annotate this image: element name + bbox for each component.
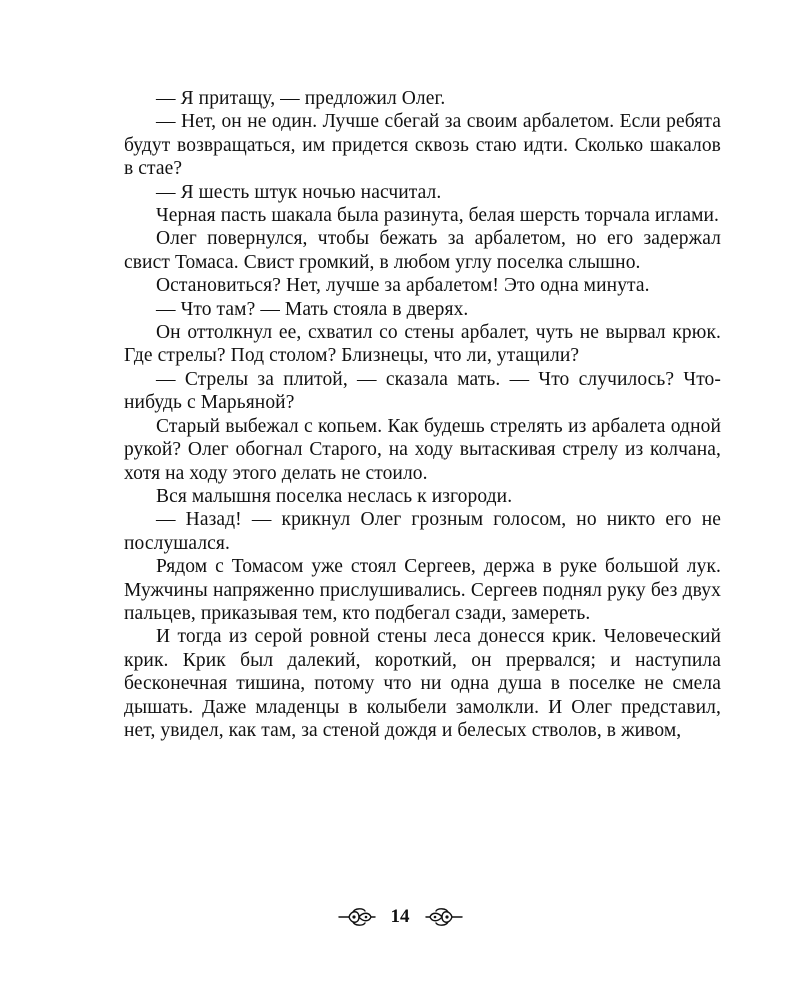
paragraph: — Назад! — крикнул Олег грозным голосом, но никто его не послушался. [124, 509, 721, 554]
paragraph: И тогда из серой ровной стены леса донесся крик. Человеческий крик. Крик был далекий, короткий, он прервался; и наступила бесконечная тишина, потому что ни одна душа в поселке не смела дышать. Даже младенцы в колыбели замолкли. И Олег представил, нет, увидел, как там, за стеной дождя и белесых стволов, в живом, [124, 626, 721, 741]
ornament-left-icon [337, 906, 377, 928]
page-footer [0, 906, 800, 928]
paragraph: — Что там? — Мать стояла в дверях. [156, 298, 469, 320]
paragraph: — Стрелы за плитой, — сказала мать. — Что случилось? Что-нибудь с Марьяной? [124, 368, 721, 414]
text-body [124, 87, 721, 742]
paragraph: Черная пасть шакала была разинута, белая шерсть торчала иглами. [156, 205, 720, 227]
paragraph: — Я притащу, — предложил Олег. [156, 88, 446, 109]
paragraph: Он оттолкнул ее, схватил со стены арбалет, чуть не вырвал крюк. Где стрелы? Под столом? Близнецы, что ли, утащили? [124, 322, 721, 367]
paragraph: Рядом с Томасом уже стоял Сергеев, держа в руке большой лук. Мужчины напряженно прислушивались. Сергеев поднял руку без двух пальцев, приказывая тем, кто подбегал сзади, замереть. [124, 556, 721, 624]
paragraph: Остановиться? Нет, лучше за арбалетом! Это одна минута. [156, 275, 650, 297]
page-number: 14 [390, 906, 410, 927]
paragraph: Старый выбежал с копьем. Как будешь стрелять из арбалета одной рукой? Олег обогнал Старого, на ходу вытаскивая стрелу из колчана, хотя на ходу этого делать не стоило. [124, 415, 721, 484]
paragraph: — Я шесть штук ночью насчитал. [156, 181, 442, 203]
ornament-right-icon [424, 906, 464, 928]
paragraph: — Нет, он не один. Лучше сбегай за своим арбалетом. Если ребята будут возвращаться, им придется сквозь стаю идти. Сколько шакалов в стае? [124, 111, 721, 180]
paragraph: Вся малышня поселка неслась к изгороди. [156, 485, 513, 507]
paragraph: Олег повернулся, чтобы бежать за арбалетом, но его задержал свист Томаса. Свист громкий, в любом углу поселка слышно. [124, 228, 721, 273]
